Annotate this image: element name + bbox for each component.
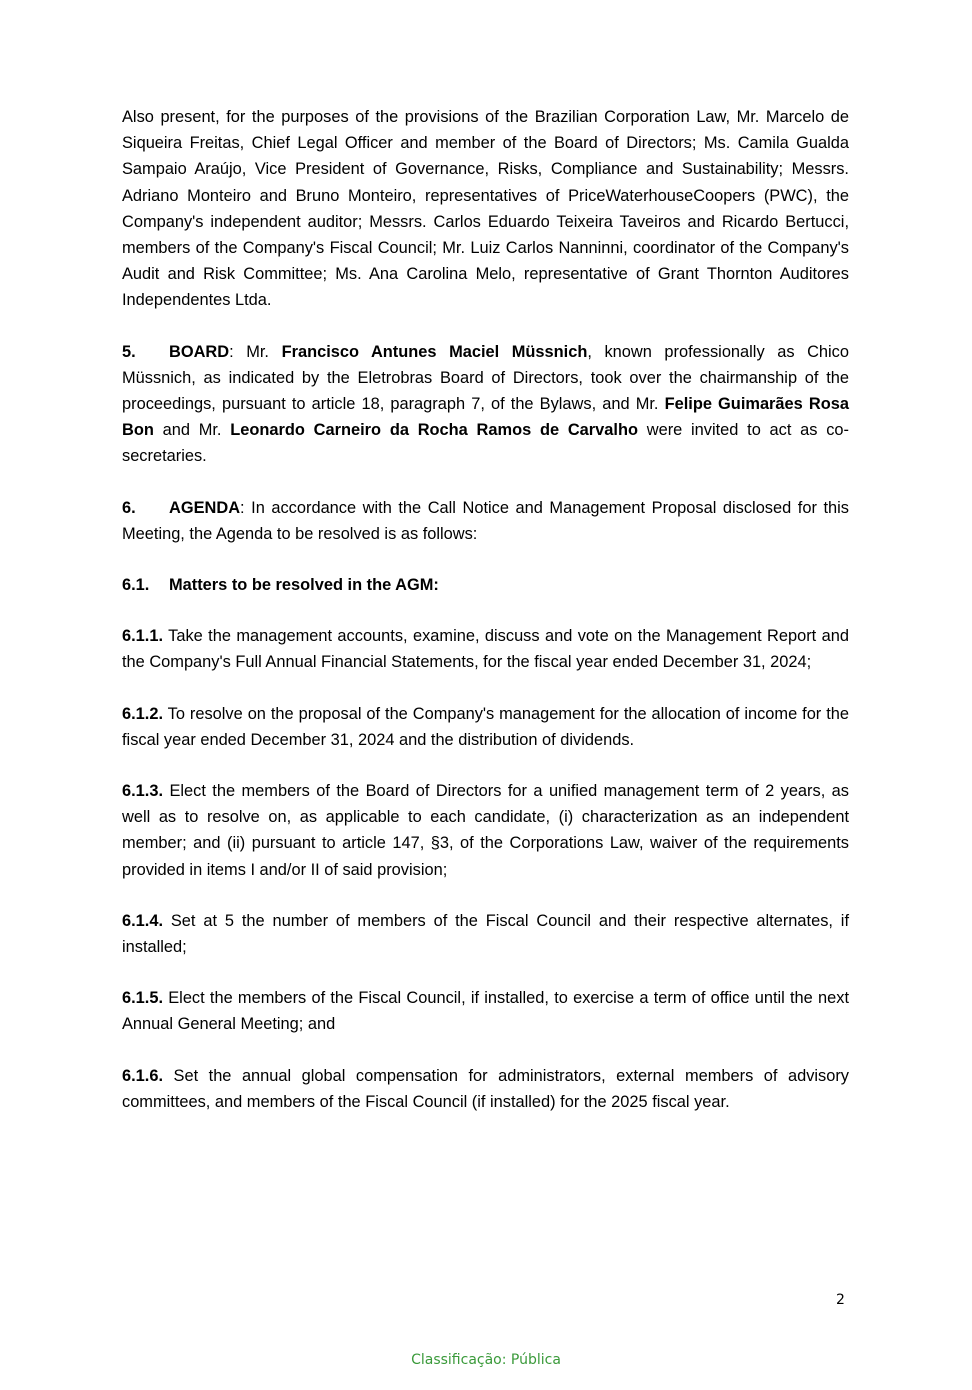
item-number: 6.1.2. bbox=[122, 704, 164, 723]
secretary-name-2: Leonardo Carneiro da Rocha Ramos de Carvalho bbox=[230, 421, 638, 440]
chairman-name: Francisco Antunes Maciel Müssnich bbox=[281, 342, 588, 361]
document-body bbox=[122, 104, 849, 1140]
section-heading: AGENDA bbox=[169, 498, 241, 517]
item-text: To resolve on the proposal of the Company's management for the allocation of income for the fiscal year ended December 31, 2024 and the distribution of dividends. bbox=[122, 704, 849, 749]
agenda-item bbox=[122, 985, 849, 1037]
item-text: Take the management accounts, examine, discuss and vote on the Management Report and the Company's Full Annual Financial Statements, for the fiscal year ended December 31, 2024; bbox=[122, 627, 849, 672]
agenda-item bbox=[122, 908, 849, 960]
classification-label: Classificação: Pública bbox=[411, 1352, 561, 1368]
item-number: 6.1.5. bbox=[122, 989, 164, 1008]
agenda-item bbox=[122, 1063, 849, 1115]
item-number: 6.1.6. bbox=[122, 1066, 164, 1085]
agenda-text: : In accordance with the Call Notice and Management Proposal disclosed for this Meeting, the Agenda to be resolved is as follows: bbox=[122, 498, 849, 543]
subsection-number: 6.1. bbox=[122, 576, 150, 595]
board-text-3: and Mr. bbox=[153, 421, 231, 440]
attendance-paragraph: Also present, for the purposes of the provisions of the Brazilian Corporation Law, Mr. Marcelo de Siqueira Freitas, Chief Legal Officer and member of the Board of Directors; Ms. Camila Gualda Sampaio Araújo, Vice President of Governance, Risks, Compliance and Sustainability; Messrs. Adriano Monteiro and Bruno Monteiro, representatives of PriceWaterhouseCoopers (PWC), the Company's independent auditor; Messrs. Carlos Eduardo Teixeira Taveiros and Ricardo Bertucci, members of the Company's Fiscal Council; Mr. Luiz Carlos Nanninni, coordinator of the Company's Audit and Risk Committee; Ms. Ana Carolina Melo, representative of Grant Thornton Auditores Independentes Ltda. bbox=[122, 108, 849, 310]
item-text: Elect the members of the Fiscal Council, if installed, to exercise a term of office until the next Annual General Meeting; and bbox=[122, 989, 849, 1034]
section-heading: BOARD bbox=[169, 342, 230, 361]
section-number: 5. bbox=[122, 342, 136, 361]
board-section bbox=[122, 339, 849, 470]
agenda-section bbox=[122, 495, 849, 547]
agenda-item bbox=[122, 701, 849, 753]
page-number: 2 bbox=[836, 1292, 845, 1308]
matters-heading bbox=[122, 572, 849, 598]
agenda-item bbox=[122, 623, 849, 675]
item-text: Set at 5 the number of members of the Fiscal Council and their respective alternates, if installed; bbox=[122, 911, 849, 957]
board-text-4: were invited to act as co-secretaries. bbox=[122, 421, 850, 466]
board-text-1: : Mr. bbox=[229, 342, 282, 361]
item-number: 6.1.1. bbox=[122, 627, 164, 646]
item-number: 6.1.4. bbox=[122, 911, 164, 930]
secretary-name-1: Felipe Guimarães Rosa Bon bbox=[122, 395, 849, 440]
agenda-item bbox=[122, 778, 849, 883]
section-number: 6. bbox=[122, 498, 136, 517]
item-number: 6.1.3. bbox=[122, 782, 164, 801]
item-text: Set the annual global compensation for administrators, external members of advisory committees, and members of the Fiscal Council (if installed) for the 2025 fiscal year. bbox=[122, 1066, 849, 1111]
subsection-heading: Matters to be resolved in the AGM: bbox=[169, 576, 439, 595]
item-text: Elect the members of the Board of Directors for a unified management term of 2 years, as well as to resolve on, as applicable to each candidate, (i) characterization as an independent member; and (ii) pursuant to article 147, §3, of the Corporations Law, waiver of the requirements provided in items I and/or II of said provision; bbox=[122, 782, 849, 879]
board-text-2: , known professionally as Chico Müssnich, as indicated by the Eletrobras Board of Directors, took over the chairmanship of the proceedings, pursuant to article 18, paragraph 7, of the Bylaws, and Mr. bbox=[122, 342, 849, 414]
